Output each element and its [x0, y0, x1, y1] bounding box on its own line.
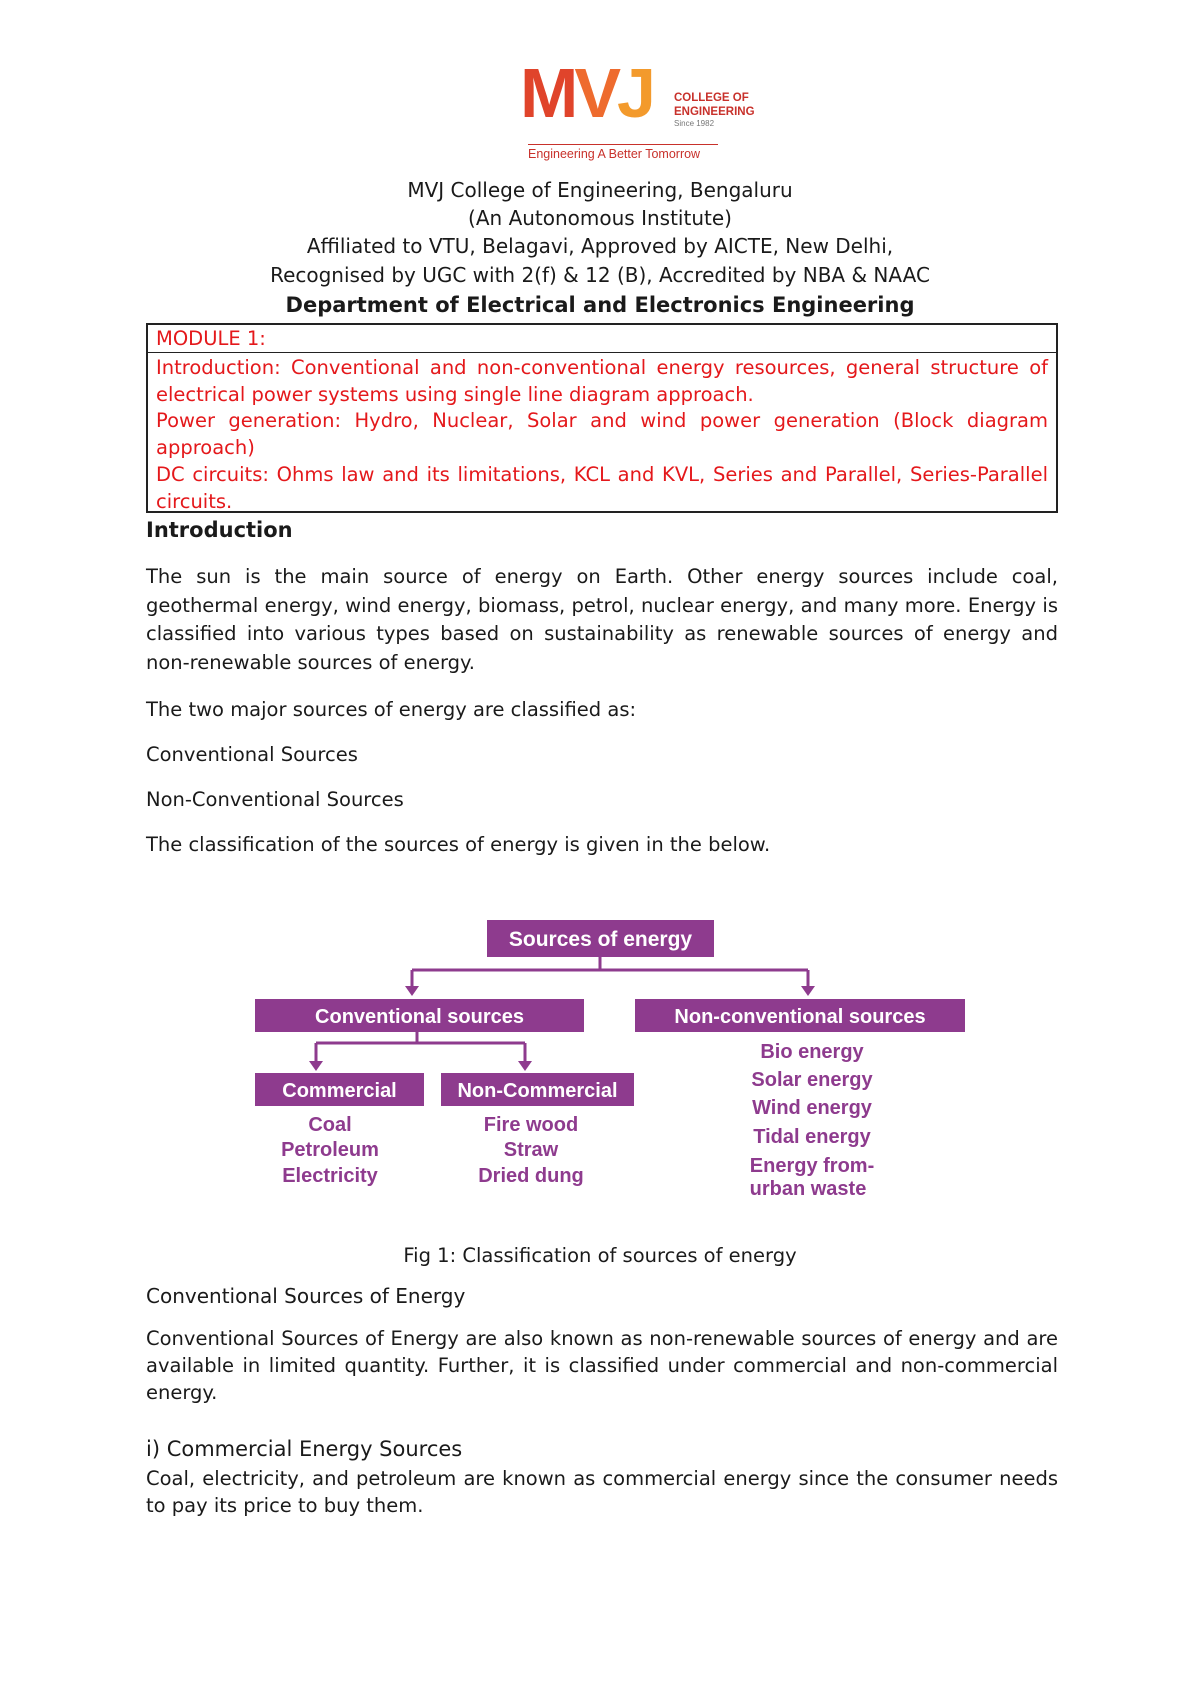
- arrowhead-commercial: [309, 1061, 323, 1071]
- logo-since: Since 1982: [674, 119, 715, 128]
- commercial-item: Electricity: [282, 1165, 378, 1187]
- label-commercial: Commercial: [282, 1080, 397, 1102]
- arrowhead-conventional: [405, 986, 419, 996]
- conventional-section-heading: Conventional Sources of Energy: [146, 1284, 466, 1308]
- introduction-heading: Introduction: [146, 518, 293, 542]
- commercial-section-paragraph: Coal, electricity, and petroleum are known as commercial energy since the consumer needs to pay its price to buy them.: [146, 1467, 1058, 1517]
- label-conventional: Conventional sources: [315, 1006, 524, 1028]
- module-line-dc-circuits: DC circuits: Ohms law and its limitations, KCL and KVL, Series and Parallel, Series-Parallel circuits.: [156, 462, 1048, 513]
- figure-caption: Fig 1: Classification of sources of energy: [403, 1244, 797, 1267]
- commercial-section-heading: i) Commercial Energy Sources: [146, 1437, 463, 1461]
- college-name: MVJ College of Engineering, Bengaluru: [407, 178, 793, 202]
- nonconventional-sources-item: Non-Conventional Sources: [146, 788, 404, 811]
- nonconventional-item: Bio energy: [760, 1041, 864, 1063]
- module-line-power-generation: Power generation: Hydro, Nuclear, Solar and wind power generation (Block diagram approach): [156, 409, 1048, 460]
- logo-college-text: COLLEGE OF ENGINEERING: [674, 92, 755, 118]
- nonconventional-item: Solar energy: [751, 1069, 873, 1091]
- arrowhead-nonconventional: [801, 986, 815, 996]
- institute-status: (An Autonomous Institute): [468, 206, 732, 230]
- noncommercial-item: Fire wood: [483, 1114, 579, 1136]
- commercial-item: Petroleum: [281, 1139, 379, 1161]
- recognition-line: Recognised by UGC with 2(f) & 12 (B), Accredited by NBA & NAAC: [270, 263, 930, 287]
- nonconventional-item: Tidal energy: [753, 1126, 871, 1148]
- arrowhead-noncommercial: [518, 1061, 532, 1071]
- module-title: MODULE 1:: [148, 325, 1056, 353]
- module-line-introduction: Introduction: Conventional and non-conventional energy resources, general structure of electrical power systems using single line diagram approach.: [156, 356, 1048, 406]
- nonconventional-item: urban waste: [749, 1178, 867, 1200]
- introduction-paragraph: The sun is the main source of energy on Earth. Other energy sources include coal, geothermal energy, wind energy, biomass, petrol, nuclear energy, and many more. Energy is classified into various types based on sustainability as renewable sources of energy and non-renewable sources of energy.: [146, 565, 1058, 674]
- commercial-item: Coal: [308, 1114, 352, 1136]
- logo-mark: MVJ: [520, 54, 652, 132]
- classification-line: The classification of the sources of energy is given in the below.: [146, 833, 771, 856]
- major-sources-line: The two major sources of energy are classified as:: [146, 698, 637, 721]
- affiliation-line: Affiliated to VTU, Belagavi, Approved by AICTE, New Delhi,: [306, 234, 894, 258]
- noncommercial-item: Straw: [503, 1139, 559, 1161]
- conventional-sources-item: Conventional Sources: [146, 743, 358, 766]
- nonconventional-item: Wind energy: [752, 1097, 872, 1119]
- conventional-section-paragraph: Conventional Sources of Energy are also known as non-renewable sources of energy and are available in limited quantity. Further, it is classified under commercial and non-commercial energy.: [146, 1327, 1058, 1404]
- department-title: Department of Electrical and Electronics Engineering: [285, 293, 915, 317]
- logo-tagline: Engineering A Better Tomorrow: [528, 144, 718, 161]
- noncommercial-item: Dried dung: [478, 1165, 584, 1187]
- label-noncommercial: Non-Commercial: [457, 1080, 618, 1102]
- label-nonconventional: Non-conventional sources: [674, 1006, 926, 1028]
- nonconventional-item: Energy from-: [749, 1155, 875, 1177]
- label-sources-of-energy: Sources of energy: [508, 928, 693, 951]
